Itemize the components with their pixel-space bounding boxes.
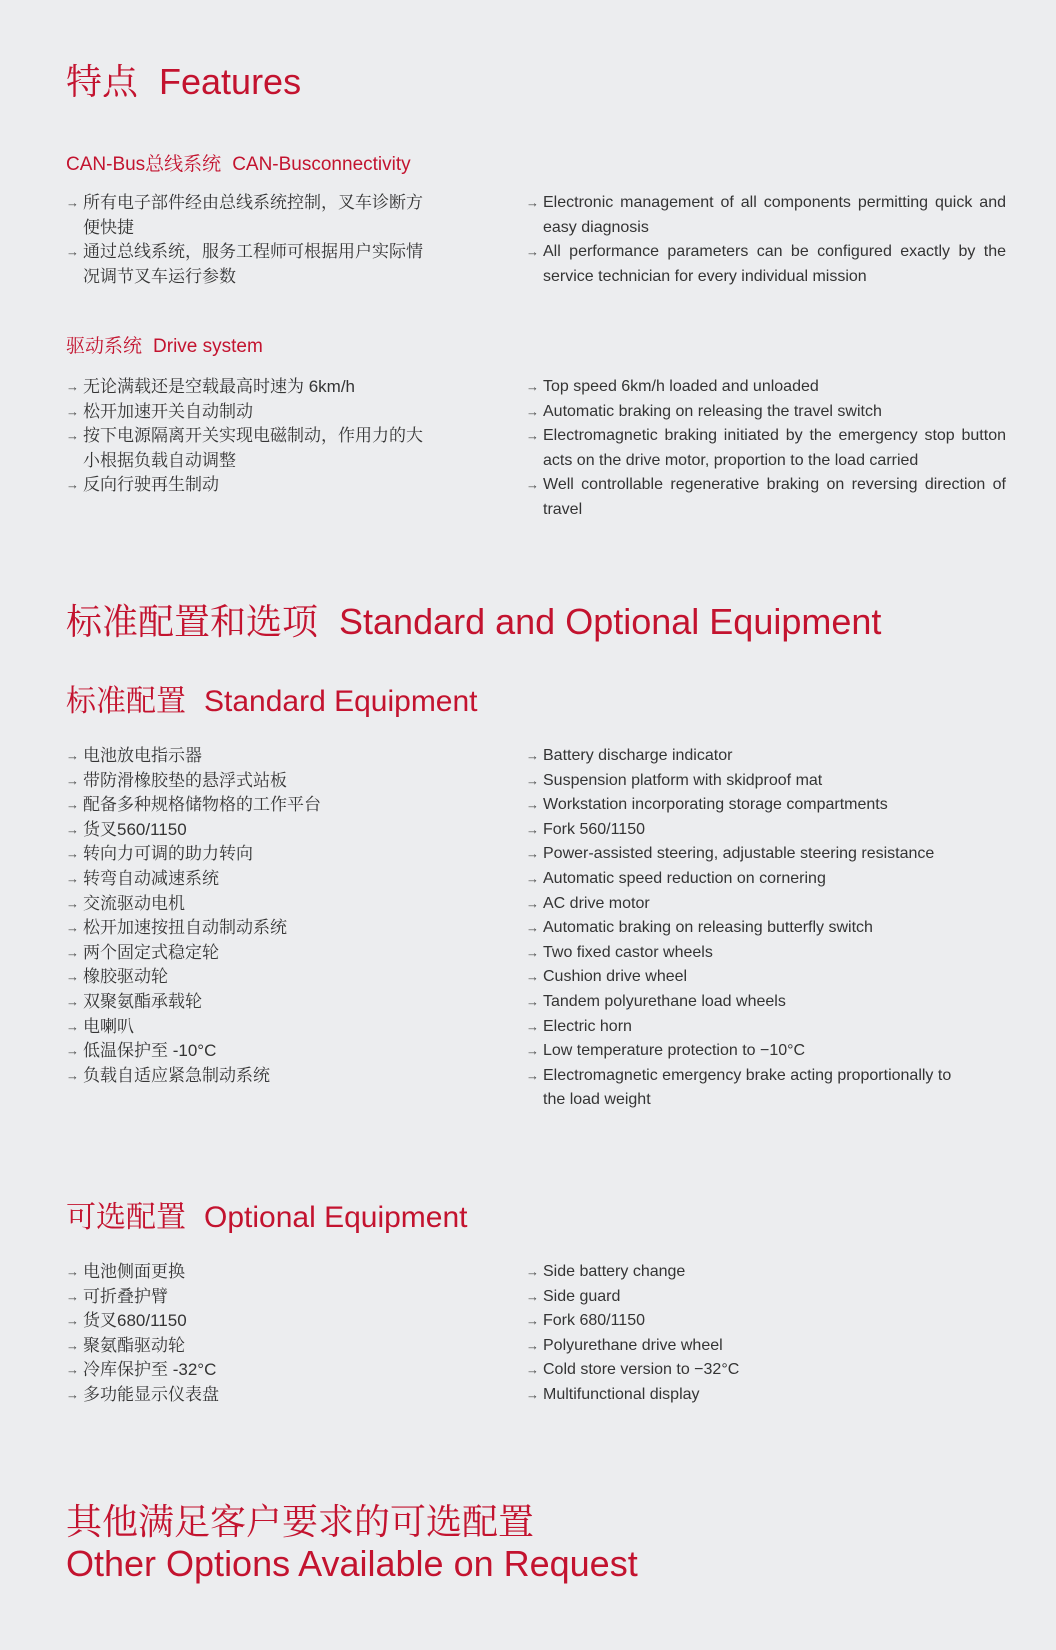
- list-item: [66, 1358, 438, 1383]
- list-item-text: 交流驱动电机: [83, 893, 185, 913]
- list-item-text: Fork 680/1150: [543, 1312, 645, 1330]
- list-item-text: Top speed 6km/h loaded and unloaded: [543, 378, 819, 395]
- list-item: [526, 990, 976, 1015]
- list-item: [526, 793, 976, 818]
- other-options-title-en: Other Options Available on Request: [66, 1543, 638, 1584]
- arrow-right-icon: →: [66, 969, 79, 985]
- list-item-text: 橡胶驱动轮: [83, 967, 168, 987]
- list-item-text: Electronic management of all components permitting quick and easy diagnosis: [543, 194, 1006, 236]
- list-item: [526, 744, 976, 769]
- list-item: [66, 473, 438, 498]
- features-title-cn: 特点: [66, 61, 139, 102]
- list-item-text: 多功能显示仪表盘: [83, 1384, 219, 1404]
- list-item: [66, 1309, 438, 1334]
- list-item: [66, 965, 438, 990]
- optional-equipment-list-cn: [66, 1260, 438, 1408]
- list-item-text: 双聚氨酯承载轮: [83, 991, 202, 1011]
- list-item: [66, 400, 438, 425]
- arrow-right-icon: →: [66, 993, 79, 1009]
- arrow-right-icon: →: [526, 772, 539, 788]
- list-item-text: Tandem polyurethane load wheels: [543, 992, 786, 1010]
- list-item: [526, 1064, 976, 1113]
- list-item-text: 松开加速开关自动制动: [83, 401, 253, 421]
- standard-equipment-heading-en: Standard Equipment: [204, 685, 478, 718]
- list-item-text: Low temperature protection to −10°C: [543, 1042, 806, 1060]
- list-item-text: 冷库保护至 -32°C: [83, 1360, 217, 1380]
- list-item-text: Well controllable regenerative braking on reversing direction of travel: [543, 476, 1006, 518]
- arrow-right-icon: →: [526, 895, 539, 911]
- arrow-right-icon: →: [526, 1264, 539, 1279]
- drive-system-heading: [66, 335, 263, 359]
- list-item: [526, 941, 976, 966]
- list-item-text: Electric horn: [543, 1017, 632, 1035]
- list-item-text: 负载自适应紧急制动系统: [83, 1065, 270, 1085]
- list-item: [526, 842, 976, 867]
- features-title-en: Features: [159, 61, 302, 102]
- list-item: [526, 1309, 1006, 1334]
- list-item-text: Side battery change: [543, 1263, 686, 1280]
- list-item-text: Fork 560/1150: [543, 820, 645, 838]
- list-item-text: 按下电源隔离开关实现电磁制动，作用力的大小根据负载自动调整: [83, 426, 423, 470]
- arrow-right-icon: →: [66, 244, 79, 260]
- list-item: [66, 1260, 438, 1285]
- list-item: [526, 1260, 1006, 1285]
- arrow-right-icon: →: [526, 969, 539, 985]
- optional-equipment-heading: [66, 1200, 468, 1236]
- equipment-title-en: Standard and Optional Equipment: [339, 601, 882, 642]
- arrow-right-icon: →: [526, 944, 539, 960]
- can-bus-list-cn: [66, 191, 438, 289]
- list-item: [526, 916, 976, 941]
- arrow-right-icon: →: [526, 846, 539, 862]
- list-item: [66, 424, 438, 473]
- list-item-text: 电池侧面更换: [83, 1262, 185, 1281]
- list-item: [526, 965, 976, 990]
- arrow-right-icon: →: [66, 1288, 79, 1304]
- list-item-text: 货叉680/1150: [83, 1311, 187, 1331]
- arrow-right-icon: →: [66, 1337, 79, 1353]
- list-item: [66, 744, 438, 769]
- arrow-right-icon: →: [526, 870, 539, 886]
- arrow-right-icon: →: [526, 920, 539, 936]
- list-item: [66, 191, 438, 240]
- can-bus-list-en: [526, 191, 1006, 289]
- list-item-text: 可折叠护臂: [83, 1286, 168, 1306]
- list-item: [526, 473, 1006, 522]
- list-item-text: Cushion drive wheel: [543, 968, 688, 986]
- list-item: [66, 1285, 438, 1310]
- list-item: [66, 842, 438, 867]
- arrow-right-icon: →: [526, 993, 539, 1009]
- list-item: [66, 1383, 438, 1408]
- can-bus-heading: [66, 153, 411, 177]
- list-item: [66, 892, 438, 917]
- arrow-right-icon: →: [526, 403, 539, 419]
- list-item-text: 通过总线系统，服务工程师可根据用户实际情况调节叉车运行参数: [83, 242, 423, 286]
- list-item: [526, 1383, 1006, 1408]
- arrow-right-icon: →: [66, 195, 79, 210]
- arrow-right-icon: →: [526, 195, 539, 210]
- list-item: [526, 892, 976, 917]
- arrow-right-icon: →: [66, 379, 79, 394]
- other-options-title: [66, 1501, 638, 1585]
- list-item-text: 转弯自动减速系统: [83, 868, 219, 888]
- list-item-text: 转向力可调的助力转向: [83, 844, 253, 864]
- list-item-text: 电池放电指示器: [83, 746, 202, 765]
- optional-equipment-heading-cn: 可选配置: [66, 1201, 186, 1234]
- list-item-text: Electromagnetic braking initiated by the emergency stop button acts on the drive motor, proportion to the load carried: [543, 427, 1006, 469]
- arrow-right-icon: →: [66, 895, 79, 911]
- optional-equipment-list-en: [526, 1260, 1006, 1408]
- list-item-text: Two fixed castor wheels: [543, 943, 713, 961]
- drive-system-list-cn: [66, 375, 438, 498]
- arrow-right-icon: →: [526, 1067, 539, 1083]
- arrow-right-icon: →: [66, 1067, 79, 1083]
- list-item: [526, 1358, 1006, 1383]
- arrow-right-icon: →: [66, 1386, 79, 1402]
- list-item: [526, 424, 1006, 473]
- list-item: [526, 867, 976, 892]
- arrow-right-icon: →: [66, 797, 79, 813]
- arrow-right-icon: →: [526, 1386, 539, 1402]
- list-item: [66, 240, 438, 289]
- arrow-right-icon: →: [66, 1313, 79, 1329]
- list-item-text: 两个固定式稳定轮: [83, 942, 219, 962]
- arrow-right-icon: →: [66, 821, 79, 837]
- list-item-text: Cold store version to −32°C: [543, 1361, 740, 1379]
- list-item-text: Electromagnetic emergency brake acting proportionally to the load weight: [543, 1066, 952, 1109]
- list-item: [66, 1334, 438, 1359]
- arrow-right-icon: →: [526, 477, 539, 493]
- arrow-right-icon: →: [526, 1043, 539, 1059]
- list-item: [66, 1039, 438, 1064]
- standard-equipment-list-cn: [66, 744, 438, 1088]
- list-item-text: 带防滑橡胶垫的悬浮式站板: [83, 770, 287, 790]
- list-item: [526, 818, 976, 843]
- arrow-right-icon: →: [66, 428, 79, 444]
- arrow-right-icon: →: [526, 379, 539, 394]
- drive-system-heading-cn: 驱动系统: [66, 336, 143, 357]
- arrow-right-icon: →: [66, 920, 79, 936]
- list-item-text: Automatic braking on releasing the travel switch: [543, 402, 882, 420]
- list-item-text: Side guard: [543, 1287, 621, 1305]
- list-item-text: 无论满载还是空载最高时速为 6km/h: [83, 377, 356, 396]
- arrow-right-icon: →: [66, 477, 79, 493]
- list-item: [66, 941, 438, 966]
- arrow-right-icon: →: [66, 1362, 79, 1378]
- arrow-right-icon: →: [66, 748, 79, 763]
- list-item: [66, 867, 438, 892]
- list-item: [526, 191, 1006, 240]
- arrow-right-icon: →: [526, 1018, 539, 1034]
- list-item-text: 聚氨酯驱动轮: [83, 1335, 185, 1355]
- list-item: [66, 375, 438, 400]
- list-item-text: 电喇叭: [83, 1016, 134, 1036]
- arrow-right-icon: →: [526, 1288, 539, 1304]
- list-item-text: Power-assisted steering, adjustable steering resistance: [543, 845, 935, 863]
- list-item-text: 反向行驶再生制动: [83, 475, 219, 495]
- list-item-text: Suspension platform with skidproof mat: [543, 771, 823, 789]
- standard-equipment-list-en: [526, 744, 976, 1113]
- list-item-text: Polyurethane drive wheel: [543, 1336, 723, 1354]
- arrow-right-icon: →: [526, 244, 539, 260]
- list-item-text: Automatic braking on releasing butterfly switch: [543, 919, 873, 937]
- list-item: [526, 1039, 976, 1064]
- list-item: [66, 1064, 438, 1089]
- optional-equipment-heading-en: Optional Equipment: [204, 1201, 468, 1234]
- arrow-right-icon: →: [66, 1018, 79, 1034]
- arrow-right-icon: →: [66, 944, 79, 960]
- standard-equipment-heading-cn: 标准配置: [66, 685, 186, 718]
- list-item-text: AC drive motor: [543, 894, 650, 912]
- drive-system-heading-en: Drive system: [153, 336, 263, 357]
- arrow-right-icon: →: [66, 870, 79, 886]
- list-item-text: 所有电子部件经由总线系统控制，叉车诊断方便快捷: [83, 193, 423, 237]
- list-item-text: 低温保护至 -10°C: [83, 1041, 217, 1061]
- list-item: [526, 1285, 1006, 1310]
- arrow-right-icon: →: [66, 772, 79, 788]
- arrow-right-icon: →: [66, 403, 79, 419]
- arrow-right-icon: →: [526, 748, 539, 763]
- list-item: [66, 990, 438, 1015]
- equipment-title: [66, 601, 881, 643]
- arrow-right-icon: →: [66, 846, 79, 862]
- list-item: [526, 240, 1006, 289]
- list-item: [66, 1015, 438, 1040]
- arrow-right-icon: →: [526, 1337, 539, 1353]
- list-item-text: 货叉560/1150: [83, 819, 187, 839]
- can-bus-heading-en: CAN-Busconnectivity: [232, 154, 411, 175]
- other-options-title-cn: 其他满足客户要求的可选配置: [66, 1501, 535, 1542]
- list-item: [66, 916, 438, 941]
- arrow-right-icon: →: [66, 1264, 79, 1279]
- list-item-text: All performance parameters can be configured exactly by the service technician for every individual mission: [543, 243, 1006, 285]
- list-item: [526, 1334, 1006, 1359]
- equipment-title-cn: 标准配置和选项: [66, 601, 319, 642]
- list-item-text: Workstation incorporating storage compartments: [543, 796, 888, 814]
- arrow-right-icon: →: [526, 428, 539, 444]
- list-item: [526, 375, 1006, 400]
- features-title: [66, 61, 301, 103]
- arrow-right-icon: →: [526, 1362, 539, 1378]
- list-item: [66, 793, 438, 818]
- list-item-text: 松开加速按扭自动制动系统: [83, 918, 287, 938]
- list-item: [66, 769, 438, 794]
- arrow-right-icon: →: [526, 797, 539, 813]
- arrow-right-icon: →: [526, 1313, 539, 1329]
- list-item: [66, 818, 438, 843]
- arrow-right-icon: →: [66, 1043, 79, 1059]
- list-item-text: Battery discharge indicator: [543, 747, 733, 764]
- can-bus-heading-cn: CAN-Bus总线系统: [66, 154, 222, 175]
- list-item-text: Automatic speed reduction on cornering: [543, 869, 826, 887]
- standard-equipment-heading: [66, 684, 478, 720]
- arrow-right-icon: →: [526, 821, 539, 837]
- list-item: [526, 1015, 976, 1040]
- list-item: [526, 769, 976, 794]
- list-item-text: Multifunctional display: [543, 1385, 700, 1403]
- drive-system-list-en: [526, 375, 1006, 523]
- list-item: [526, 400, 1006, 425]
- list-item-text: 配备多种规格储物格的工作平台: [83, 795, 321, 815]
